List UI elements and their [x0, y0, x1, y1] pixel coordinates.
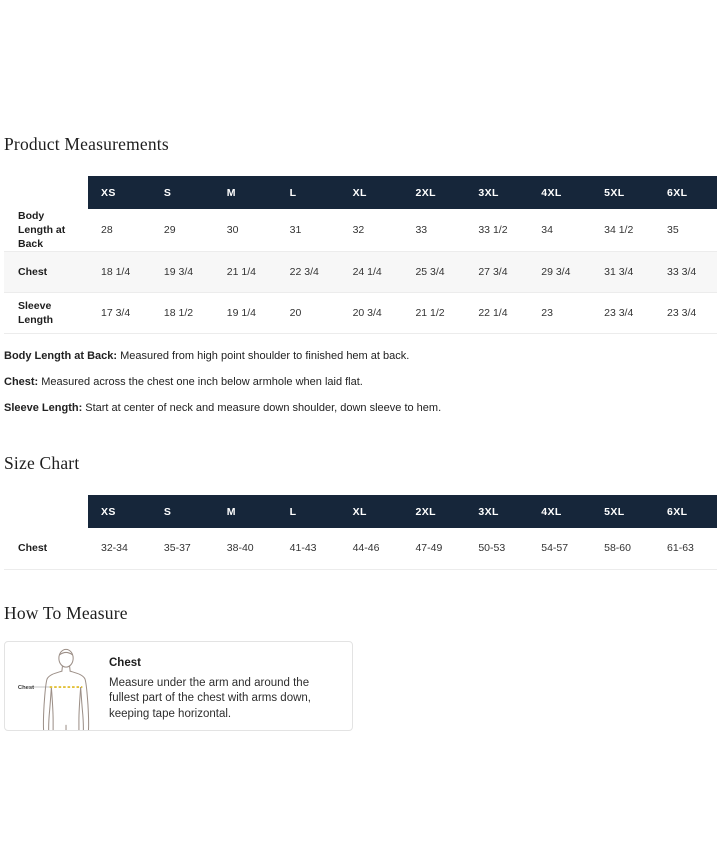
size-header-row [4, 495, 717, 528]
measurement-cell: 33 3/4 [667, 266, 697, 278]
size-chart-table [4, 495, 717, 570]
measurement-cell: 58-60 [604, 542, 631, 555]
how-to-measure-card [4, 641, 353, 731]
measurement-cell: 22 1/4 [478, 307, 508, 319]
size-column-header: 6XL [654, 495, 717, 528]
measure-item-title: Chest [109, 656, 141, 669]
measurement-cell: 38-40 [226, 542, 254, 555]
table-row [4, 293, 717, 334]
product-measurements-table [4, 176, 717, 334]
size-column-header: 5XL [591, 176, 654, 209]
note-label: Body Length at Back: [4, 350, 118, 362]
measurement-cell: 34 [541, 224, 553, 236]
note-label: Chest: [4, 376, 39, 388]
note-chest [4, 376, 717, 388]
measurement-cell: 18 1/2 [163, 307, 194, 319]
measurement-cell: 21 1/2 [415, 307, 445, 319]
measure-item-description: Measure under the arm and around the fullest part of the chest with arms down, keeping tape horizontal. [109, 676, 311, 720]
measurement-cell: 23 3/4 [667, 307, 697, 319]
size-column-header: XL [340, 495, 403, 528]
measurement-cell: 20 [289, 307, 302, 319]
measurement-cell: 54-57 [541, 542, 569, 555]
note-text: Start at center of neck and measure down shoulder, down sleeve to hem. [85, 402, 442, 414]
torso-illustration-icon [17, 646, 103, 731]
measurement-cell: 30 [226, 224, 239, 236]
measurement-cell: 17 3/4 [101, 307, 131, 319]
size-column-header: 3XL [465, 176, 528, 209]
measurement-cell: 23 3/4 [604, 307, 634, 319]
measurement-cell: 19 1/4 [226, 307, 256, 319]
measurement-cell: 18 1/4 [101, 266, 131, 278]
row-label: Body Length at Back [18, 210, 66, 250]
table-row [4, 528, 717, 569]
measurement-cell: 19 3/4 [163, 266, 194, 278]
size-column-header: XL [340, 176, 403, 209]
how-to-measure-title: How To Measure [4, 602, 128, 623]
size-column-header: 4XL [528, 176, 591, 209]
row-label: Chest [18, 266, 48, 278]
measurement-cell: 28 [101, 224, 113, 236]
measurement-cell: 34 1/2 [604, 224, 634, 236]
measurement-cell: 35 [667, 224, 679, 236]
measure-instructions [109, 642, 352, 723]
figure-chest-label: Chest [17, 684, 35, 691]
measurement-cell: 32 [352, 224, 365, 236]
size-column-header: S [151, 495, 214, 528]
corner-cell [4, 176, 88, 209]
measurement-cell: 33 1/2 [478, 224, 508, 236]
row-label: Sleeve Length [18, 300, 53, 326]
chest-measure-figure [5, 642, 109, 731]
measurement-cell: 24 1/4 [352, 266, 382, 278]
size-column-header: S [151, 176, 214, 209]
note-label: Sleeve Length: [4, 402, 83, 414]
measurement-cell: 41-43 [289, 542, 317, 555]
measurement-cell: 44-46 [352, 542, 380, 555]
measurement-cell: 29 3/4 [541, 266, 571, 278]
size-column-header: XS [88, 495, 151, 528]
measurement-cell: 21 1/4 [226, 266, 256, 278]
corner-cell [4, 495, 88, 528]
size-column-header: 2XL [402, 176, 465, 209]
note-sleeve-length [4, 402, 717, 414]
measurement-cell: 33 [415, 224, 428, 236]
measurement-cell: 35-37 [163, 542, 191, 555]
measurement-cell: 31 3/4 [604, 266, 634, 278]
measurement-cell: 32-34 [101, 542, 128, 555]
measurement-cell: 50-53 [478, 542, 506, 555]
size-column-header: 6XL [654, 176, 717, 209]
measurement-cell: 61-63 [667, 542, 694, 555]
note-text: Measured across the chest one inch below armhole when laid flat. [41, 376, 363, 388]
note-body-length [4, 350, 717, 362]
measurement-cell: 47-49 [415, 542, 443, 555]
measurement-cell: 31 [289, 224, 302, 236]
measurement-notes [4, 350, 717, 414]
size-column-header: 3XL [465, 495, 528, 528]
size-chart-title: Size Chart [4, 453, 80, 473]
size-column-header: L [277, 495, 340, 528]
size-column-header: M [214, 176, 277, 209]
product-measurements-title: Product Measurements [4, 134, 169, 154]
measurement-cell: 23 [541, 307, 553, 319]
measurement-cell: 25 3/4 [415, 266, 445, 278]
note-text: Measured from high point shoulder to finished hem at back. [120, 350, 410, 362]
size-column-header: 4XL [528, 495, 591, 528]
size-column-header: M [214, 495, 277, 528]
size-column-header: 5XL [591, 495, 654, 528]
size-column-header: 2XL [402, 495, 465, 528]
row-label: Chest [18, 542, 48, 555]
table-row [4, 209, 717, 252]
measurement-cell: 29 [163, 224, 176, 236]
measurement-cell: 27 3/4 [478, 266, 508, 278]
size-header-row [4, 176, 717, 209]
size-column-header: XS [88, 176, 151, 209]
measurement-cell: 22 3/4 [289, 266, 319, 278]
size-column-header: L [277, 176, 340, 209]
measurement-cell: 20 3/4 [352, 307, 382, 319]
table-row [4, 252, 717, 293]
